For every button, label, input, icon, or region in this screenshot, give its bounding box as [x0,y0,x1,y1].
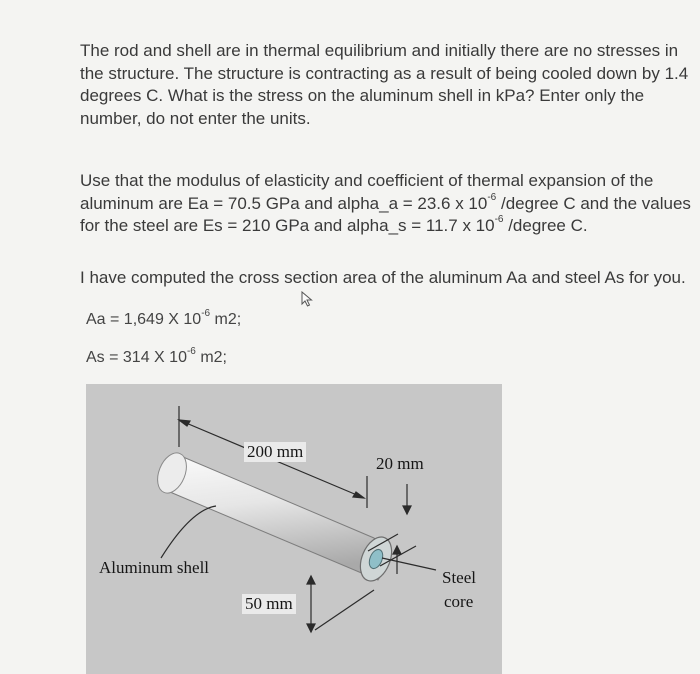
material-properties-part1: Use that the modulus of elasticity and coefficient of thermal expansion of the aluminum are Ea = 70.5 GPa and alpha_a = 23.6 x 10 [80,171,654,213]
shell-diameter-dimension [307,576,374,632]
mouse-pointer-icon [301,291,314,307]
problem-statement: The rod and shell are in thermal equilibrium and initially there are no stresses in the structure. The structure is contracting as a result of being cooled down by 1.4 degrees C. What is the stress on the aluminum shell in kPa? Enter only the number, do not enter the units. [80,41,689,128]
core-diameter-label: 20 mm [376,454,424,473]
steel-core-label-line1: Steel [442,568,476,587]
material-properties [80,170,695,238]
steel-core-label-line2: core [444,592,474,611]
alpha-a-exponent: -6 [487,191,497,203]
length-label: 200 mm [244,442,306,462]
steel-area-value: As = 314 X 10 [86,349,187,366]
material-properties-part3: /degree C. [503,216,588,235]
steel-area [86,345,227,367]
steel-area-exponent: -6 [186,345,196,357]
rod-and-shell-figure [86,384,502,674]
aluminum-area-unit: m2; [210,311,242,328]
rod-diagram [86,384,502,674]
area-intro: I have computed the cross section area of the aluminum Aa and steel As for you. [80,268,686,287]
steel-area-unit: m2; [195,349,227,366]
aluminum-area-value: Aa = 1,649 X 10 [86,311,202,328]
shell-diameter-label: 50 mm [242,594,296,614]
aluminum-shell-label: Aluminum shell [99,558,210,577]
alpha-s-exponent: -6 [494,214,504,226]
aluminum-area [86,307,242,329]
material-properties-part2: /degree C and the values for the steel are Es = 210 GPa and alpha_s = 11.7 x 10 [80,193,691,235]
aluminum-area-exponent: -6 [201,307,211,319]
